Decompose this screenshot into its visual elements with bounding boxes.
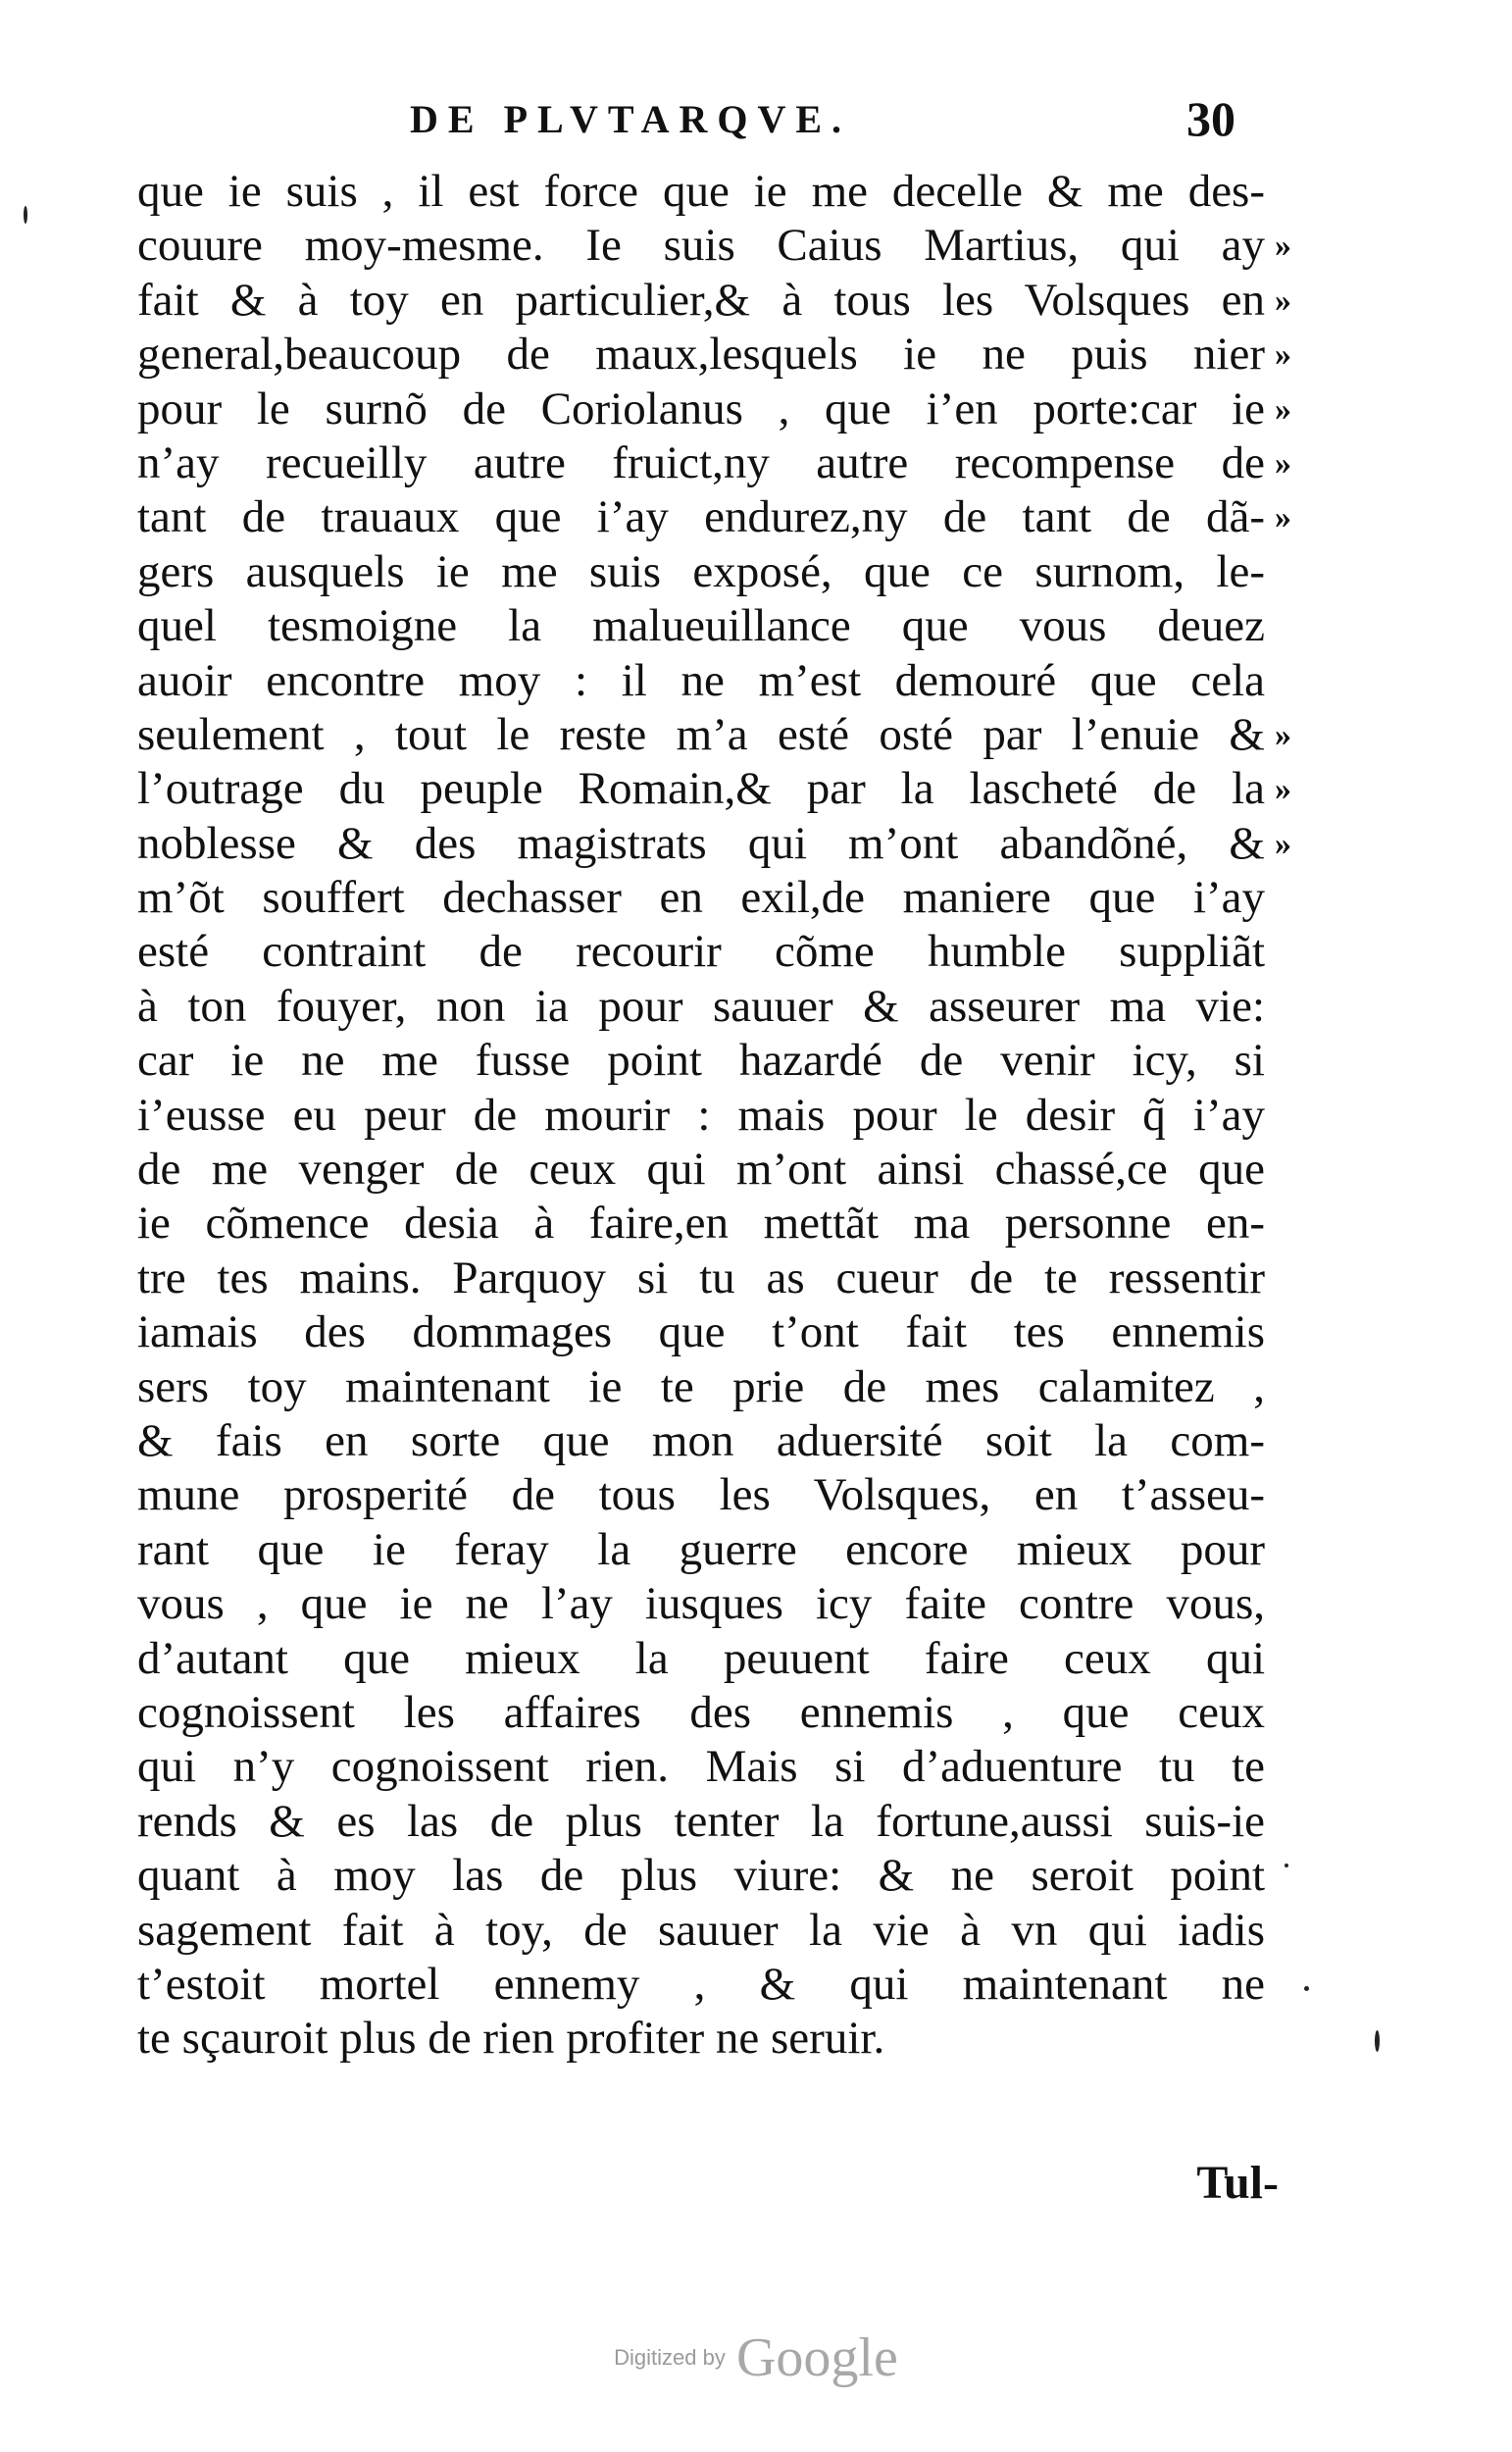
text-line: tre tes mains. Parquoy si tu as cueur de te ressentir [137, 1252, 1265, 1303]
quote-mark: » [1275, 281, 1291, 319]
body-text [137, 165, 1265, 2067]
text-line: ie cõmence desia à faire,en mettãt ma personne en- [137, 1198, 1265, 1250]
quote-mark: » [1275, 716, 1291, 753]
quote-mark: » [1275, 499, 1291, 536]
watermark-small-text: Digitized by [614, 2345, 726, 2370]
text-line: à ton fouyer, non ia pour sauuer & asseurer ma vie: [137, 980, 1265, 1032]
text-line: t’estoit mortel ennemy , & qui maintenant ne [137, 1958, 1265, 2010]
text-line: pour le surnõ de Coriolanus , que i’en porte:car ie [137, 383, 1265, 434]
text-line: vous , que ie ne l’ay iusques icy faite contre vous, [137, 1578, 1265, 1630]
running-title: DE PLVTARQVE. [410, 97, 852, 141]
text-line: qui n’y cognoissent rien. Mais si d’aduenture tu te [137, 1741, 1265, 1793]
ink-speck [1375, 2030, 1380, 2052]
ink-speck [1304, 1986, 1309, 1991]
text-line: tant de trauaux que i’ay endurez,ny de tant de dã- [137, 491, 1265, 543]
quote-mark: » [1275, 390, 1291, 428]
digitization-watermark [0, 2326, 1512, 2389]
text-line: i’eusse eu peur de mourir : mais pour le desir q̃ i’ay [137, 1089, 1265, 1141]
text-line: esté contraint de recourir cõme humble suppliãt [137, 926, 1265, 978]
text-line: m’õt souffert dechasser en exil,de maniere que i’ay [137, 872, 1265, 924]
text-line: n’ay recueilly autre fruict,ny autre recompense de [137, 436, 1265, 488]
quote-mark: » [1275, 825, 1291, 862]
text-line: noblesse & des magistrats qui m’ont abandõné, & [137, 817, 1265, 869]
text-line: mune prosperité de tous les Volsques, en t’asseu- [137, 1469, 1265, 1521]
quote-mark: » [1275, 336, 1291, 374]
text-line: fait & à toy en particulier,& à tous les Volsques en [137, 274, 1265, 326]
text-line: quel tesmoigne la malueuillance que vous deuez [137, 600, 1265, 652]
ink-speck [24, 206, 27, 224]
text-line: que ie suis , il est force que ie me decelle & me des- [137, 166, 1265, 217]
text-line: te sçauroit plus de rien profiter ne seruir. [137, 2013, 885, 2065]
page-number: 30 [1186, 91, 1235, 146]
text-line: cognoissent les affaires des ennemis , que ceux [137, 1686, 1265, 1738]
text-line: rends & es las de plus tenter la fortune,aussi suis-ie [137, 1795, 1265, 1847]
quote-mark: » [1275, 228, 1291, 265]
quote-mark: » [1275, 771, 1291, 808]
text-line: rant que ie feray la guerre encore mieux pour [137, 1523, 1265, 1575]
text-line: gers ausquels ie me suis exposé, que ce surnom, le- [137, 545, 1265, 597]
quote-mark: » [1275, 444, 1291, 482]
page-header [294, 90, 1235, 159]
text-line: couure moy-mesme. Ie suis Caius Martius, qui ay [137, 220, 1265, 272]
ink-speck [1285, 1864, 1288, 1867]
text-line: general,beaucoup de maux,lesquels ie ne puis nier [137, 329, 1265, 381]
catchword: Tul- [1196, 2157, 1279, 2209]
text-line: car ie ne me fusse point hazardé de venir icy, si [137, 1035, 1265, 1087]
google-logo: Google [735, 2327, 898, 2388]
text-line: sagement fait à toy, de sauuer la vie à vn qui iadis [137, 1904, 1265, 1956]
text-line: iamais des dommages que t’ont fait tes ennemis [137, 1306, 1265, 1358]
margin-quote-marks [1275, 165, 1353, 871]
text-line: auoir encontre moy : il ne m’est demouré que cela [137, 654, 1265, 706]
text-line: de me venger de ceux qui m’ont ainsi chassé,ce que [137, 1144, 1265, 1196]
text-line: seulement , tout le reste m’a esté osté par l’enuie & [137, 708, 1265, 760]
text-line: d’autant que mieux la peuuent faire ceux qui [137, 1632, 1265, 1684]
text-line: sers toy maintenant ie te prie de mes calamitez , [137, 1360, 1265, 1412]
text-line: l’outrage du peuple Romain,& par la lascheté de la [137, 763, 1265, 815]
text-line: & fais en sorte que mon aduersité soit la com- [137, 1414, 1265, 1466]
text-line: quant à moy las de plus viure: & ne seroit point [137, 1850, 1265, 1902]
